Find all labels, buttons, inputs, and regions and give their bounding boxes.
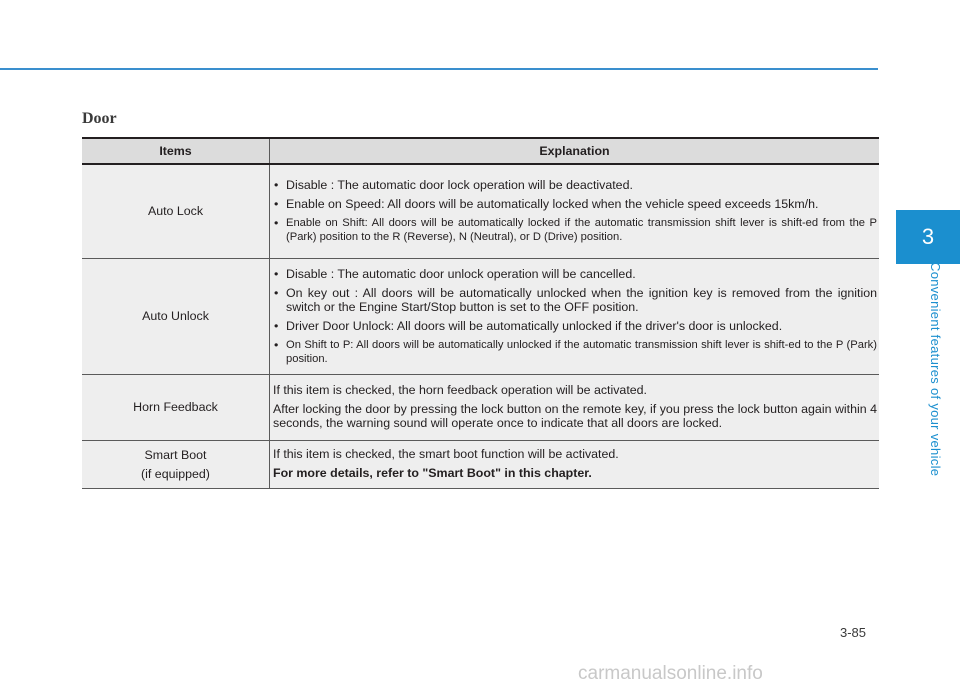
bullet-item: • Driver Door Unlock: All doors will be automatically unlocked if the driver's door is unlocked. xyxy=(273,319,877,333)
page-number: 3-85 xyxy=(840,625,867,640)
chapter-title: Convenient features of your vehicle xyxy=(928,262,943,477)
bullet-item: • On Shift to P: All doors will be automatically unlocked if the automatic transmission shift lever is shift-ed to the P (Park) position. xyxy=(273,338,877,366)
smart-boot-reference-note: For more details, refer to "Smart Boot" in this chapter. xyxy=(273,465,592,480)
table-row-auto-unlock xyxy=(82,258,879,374)
table-header-row xyxy=(82,138,879,164)
section-title: Door xyxy=(82,110,117,127)
header-explanation: Explanation xyxy=(270,138,880,164)
chapter-number-tab: 3 xyxy=(896,210,960,264)
explanation-horn-feedback xyxy=(270,374,880,440)
table-row-smart-boot xyxy=(82,440,879,488)
bullet-item: • Enable on Speed: All doors will be automatically locked when the vehicle speed exceeds 15km/h. xyxy=(273,197,877,211)
explanation-auto-unlock xyxy=(270,258,880,374)
bullet-item: • Disable : The automatic door lock operation will be deactivated. xyxy=(273,178,877,192)
explanation-paragraph: If this item is checked, the horn feedback operation will be activated. xyxy=(273,382,647,397)
bullet-item: • Enable on Shift: All doors will be automatically locked if the automatic transmission shift lever is shift-ed from the P (Park) position to the R (Reverse), N (Neutral), or D (Drive) position. xyxy=(273,216,877,244)
explanation-paragraph: After locking the door by pressing the lock button on the remote key, if you press the lock button again within 4 seconds, the warning sound will operate once to indicate that all doors are locked. xyxy=(273,401,877,430)
header-items: Items xyxy=(82,138,270,164)
explanation-smart-boot xyxy=(270,440,880,488)
table-row-horn-feedback xyxy=(82,374,879,440)
item-smart-boot-label: Smart Boot xyxy=(144,447,207,462)
top-rule xyxy=(0,68,878,70)
item-auto-unlock: Auto Unlock xyxy=(82,258,270,374)
item-smart-boot-note: (if equipped) xyxy=(141,466,210,481)
item-auto-lock: Auto Lock xyxy=(82,164,270,258)
explanation-auto-lock xyxy=(270,164,880,258)
door-settings-table xyxy=(82,137,879,489)
bullet-item: • Disable : The automatic door unlock operation will be cancelled. xyxy=(273,267,877,281)
item-horn-feedback: Horn Feedback xyxy=(82,374,270,440)
watermark-text: carmanualsonline.info xyxy=(578,663,763,684)
item-smart-boot xyxy=(82,440,270,488)
explanation-paragraph: If this item is checked, the smart boot function will be activated. xyxy=(273,446,619,461)
bullet-item: • On key out : All doors will be automatically unlocked when the ignition key is removed from the ignition switch or the Engine Start/Stop button is set to the OFF position. xyxy=(273,286,877,314)
table-row-auto-lock xyxy=(82,164,879,258)
